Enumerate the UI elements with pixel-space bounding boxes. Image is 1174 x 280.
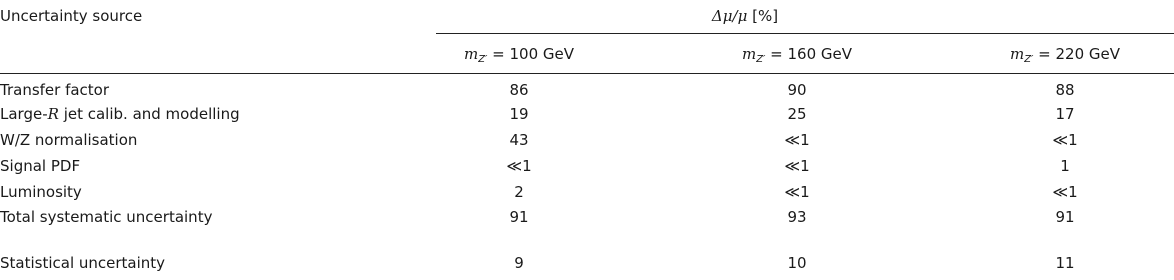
- table-cell: 11: [1055, 254, 1075, 272]
- table-cell: ≪1: [784, 157, 810, 175]
- table-cell: 1: [1060, 157, 1070, 175]
- table-cell: 43: [509, 131, 529, 149]
- delta-mu-symbol: Δμ/μ: [711, 7, 748, 25]
- table-cell: ≪1: [1052, 183, 1078, 201]
- header-rule: [0, 73, 1174, 74]
- table-cell: 10: [787, 254, 807, 272]
- table-cell: 17: [1055, 105, 1075, 123]
- row-label: Large-R jet calib. and modelling: [0, 105, 240, 123]
- row-label: Statistical uncertainty: [0, 254, 166, 272]
- table-cell: 91: [509, 208, 529, 226]
- table-cell: 93: [787, 208, 807, 226]
- table-cell: ≪1: [784, 183, 810, 201]
- table-cell: 2: [514, 183, 524, 201]
- table-cell: ≪1: [784, 131, 810, 149]
- row-label: Luminosity: [0, 183, 82, 201]
- table-cell: 9: [514, 254, 524, 272]
- row-label: Signal PDF: [0, 157, 81, 175]
- table-cell: ≪1: [1052, 131, 1078, 149]
- group-rule: [436, 33, 1174, 34]
- table-cell: 86: [509, 81, 529, 99]
- header-delta-mu-over-mu: [712, 6, 778, 26]
- row-label: Transfer factor: [0, 81, 110, 99]
- percent-unit: [%]: [752, 7, 779, 25]
- table-cell: 91: [1055, 208, 1075, 226]
- table-cell: 25: [787, 105, 807, 123]
- row-label: W/Z normalisation: [0, 131, 138, 149]
- header-uncertainty-source: Uncertainty source: [0, 7, 143, 25]
- table-cell: 88: [1055, 81, 1075, 99]
- column-header-mass-160: $m_{Z'} = 160$ GeV: [742, 45, 852, 65]
- column-header-mass-220: $m_{Z'} = 220$ GeV: [1010, 45, 1120, 65]
- table-cell: ≪1: [506, 157, 532, 175]
- table-cell: 19: [509, 105, 529, 123]
- row-label: Total systematic uncertainty: [0, 208, 213, 226]
- column-header-mass-100: $m_{Z'} = 100$ GeV: [464, 45, 574, 65]
- table-cell: 90: [787, 81, 807, 99]
